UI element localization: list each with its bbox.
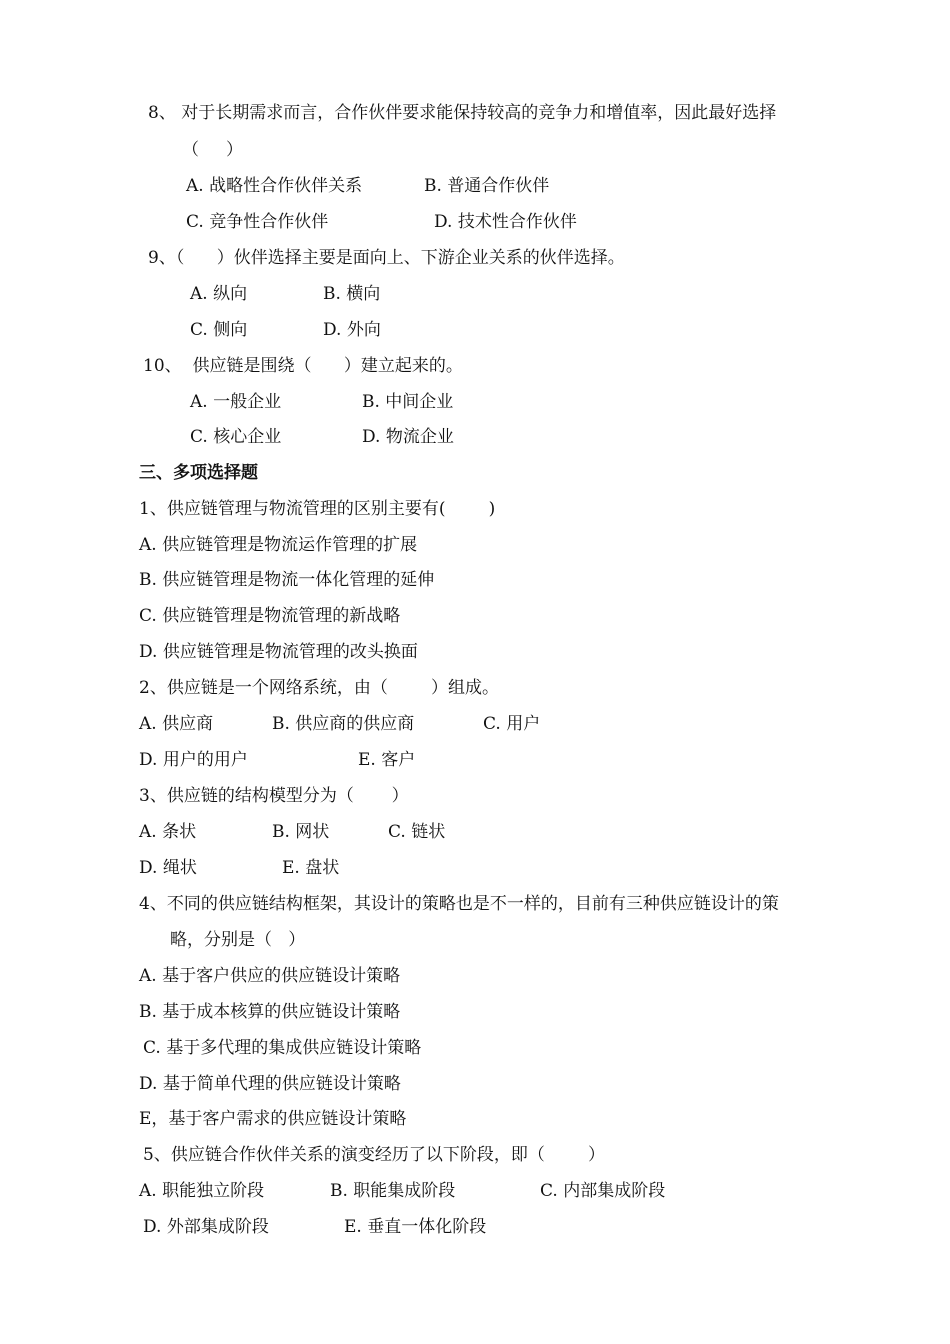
- m1-option-d: D. 供应链管理是物流管理的改头换面: [139, 642, 418, 662]
- m1-stem: 1、供应链管理与物流管理的区别主要有( ): [139, 499, 496, 519]
- m1-option-c: C. 供应链管理是物流管理的新战略: [139, 606, 401, 626]
- q9-option-a: A. 纵向: [190, 284, 248, 304]
- q10-option-a: A. 一般企业: [190, 392, 282, 412]
- m3-option-a: A. 条状: [139, 822, 197, 842]
- m5-option-b: B. 职能集成阶段: [330, 1181, 456, 1201]
- q10-option-d: D. 物流企业: [362, 427, 454, 447]
- q10-stem: 10、 供应链是围绕（ ）建立起来的。: [143, 356, 463, 376]
- m2-option-e: E. 客户: [358, 750, 416, 770]
- m1-option-b: B. 供应链管理是物流一体化管理的延伸: [139, 570, 435, 590]
- q8-option-d: D. 技术性合作伙伴: [434, 212, 577, 232]
- q8-stem-line2: （ ）: [182, 140, 244, 160]
- m2-option-c: C. 用户: [483, 714, 541, 734]
- m4-option-b: B. 基于成本核算的供应链设计策略: [139, 1002, 401, 1022]
- q9-option-d: D. 外向: [323, 320, 381, 340]
- m5-option-a: A. 职能独立阶段: [139, 1181, 265, 1201]
- m4-stem-line1: 4、不同的供应链结构框架，其设计的策略也是不一样的，目前有三种供应链设计的策: [139, 894, 779, 914]
- m2-option-d: D. 用户的用户: [139, 750, 248, 770]
- m2-option-a: A. 供应商: [139, 714, 214, 734]
- q10-option-b: B. 中间企业: [362, 392, 454, 412]
- q8-option-b: B. 普通合作伙伴: [424, 176, 550, 196]
- m3-option-e: E. 盘状: [282, 858, 340, 878]
- q8-option-c: C. 竞争性合作伙伴: [186, 212, 329, 232]
- q8-stem-line1: 8、 对于长期需求而言，合作伙伴要求能保持较高的竞争力和增值率，因此最好选择: [148, 103, 777, 123]
- m4-option-a: A. 基于客户供应的供应链设计策略: [139, 966, 401, 986]
- m3-stem: 3、供应链的结构模型分为（ ）: [139, 786, 409, 806]
- m3-option-c: C. 链状: [388, 822, 446, 842]
- m4-option-e: E，基于客户需求的供应链设计策略: [139, 1109, 407, 1129]
- m5-option-d: D. 外部集成阶段: [143, 1217, 269, 1237]
- m3-option-b: B. 网状: [272, 822, 330, 842]
- q9-option-c: C. 侧向: [190, 320, 248, 340]
- q9-option-b: B. 横向: [323, 284, 381, 304]
- m2-stem: 2、供应链是一个网络系统，由（ ）组成。: [139, 678, 500, 698]
- m5-option-c: C. 内部集成阶段: [540, 1181, 666, 1201]
- m1-option-a: A. 供应链管理是物流运作管理的扩展: [139, 535, 418, 555]
- m2-option-b: B. 供应商的供应商: [272, 714, 415, 734]
- m4-option-d: D. 基于简单代理的供应链设计策略: [139, 1074, 401, 1094]
- section-heading: 三、多项选择题: [139, 463, 258, 483]
- m4-option-c: C. 基于多代理的集成供应链设计策略: [143, 1038, 422, 1058]
- m5-option-e: E. 垂直一体化阶段: [344, 1217, 487, 1237]
- q10-option-c: C. 核心企业: [190, 427, 282, 447]
- m3-option-d: D. 绳状: [139, 858, 197, 878]
- m5-stem: 5、供应链合作伙伴关系的演变经历了以下阶段，即（ ）: [143, 1145, 606, 1165]
- m4-stem-line2: 略，分别是（ ）: [170, 930, 306, 950]
- q8-option-a: A. 战略性合作伙伴关系: [186, 176, 363, 196]
- q9-stem: 9、（ ）伙伴选择主要是面向上、下游企业关系的伙伴选择。: [148, 248, 625, 268]
